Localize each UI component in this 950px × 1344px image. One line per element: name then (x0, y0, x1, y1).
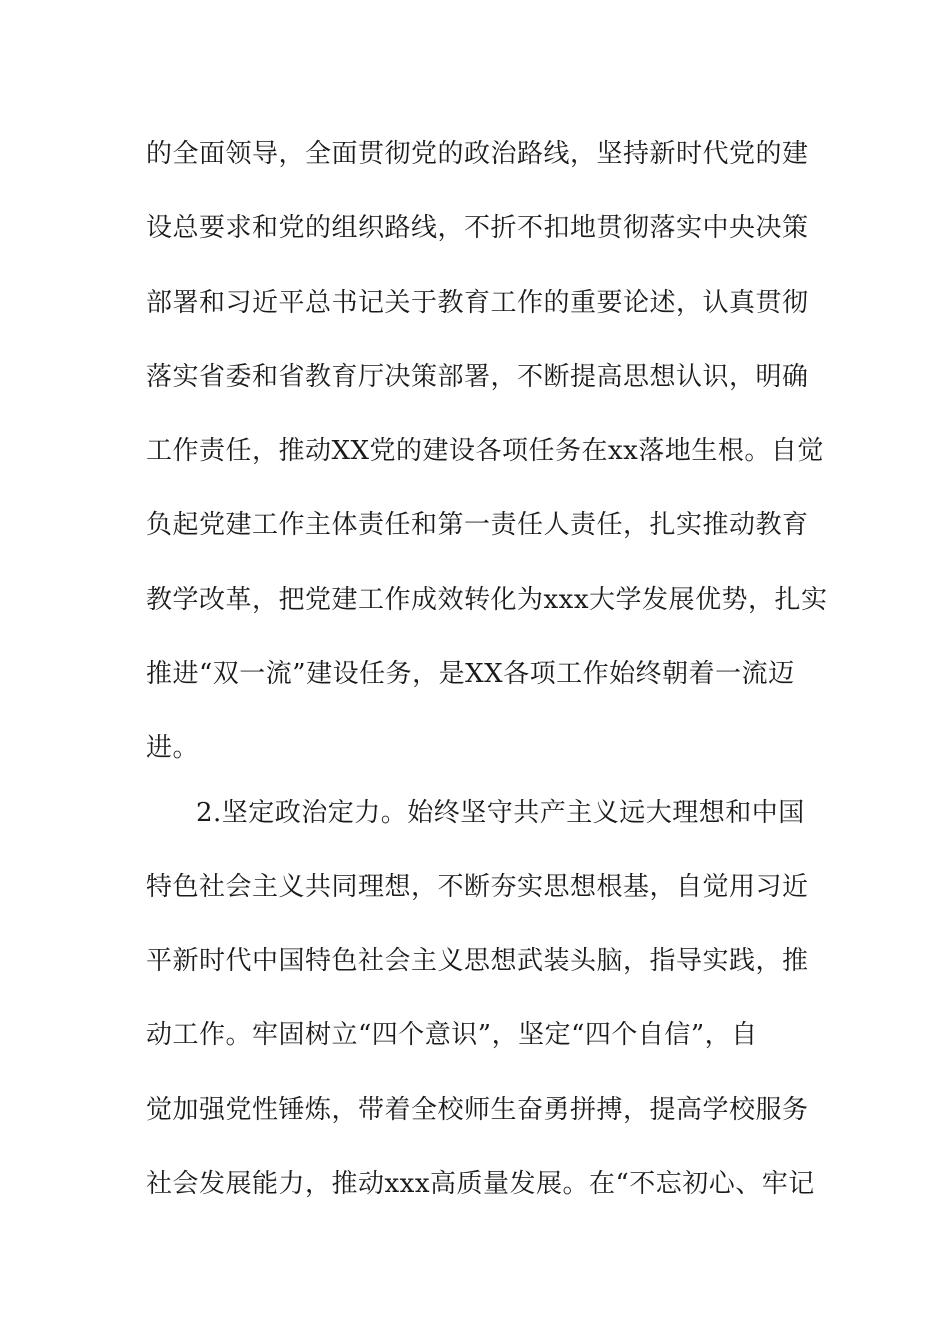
text-line-13: 动工作。牢固树立“四个意识”，坚定“四个自信”，自 (146, 1020, 758, 1050)
text-line-12: 平新时代中国特色社会主义思想武装头脑，指导实践，推 (146, 946, 809, 976)
text-line-4: 落实省委和省教育厅决策部署，不断提高思想认识，明确 (146, 362, 809, 392)
text-line-7: 教学改革，把党建工作成效转化为xxx大学发展优势，扎实 (146, 585, 828, 615)
text-line-9: 进。 (146, 733, 200, 763)
text-line-8: 推进“双一流”建设任务，是XX各项工作始终朝着一流迈 (146, 659, 795, 689)
text-line-1: 的全面领导，全面贯彻党的政治路线，坚持新时代党的建 (146, 139, 809, 169)
text-line-3: 部署和习近平总书记关于教育工作的重要论述，认真贯彻 (146, 288, 809, 318)
paragraph-heading-line: 2.坚定政治定力。始终坚守共产主义远大理想和中国 (196, 798, 805, 828)
text-line-15: 社会发展能力，推动xxx高质量发展。在“不忘初心、牢记 (146, 1169, 815, 1199)
text-line-5: 工作责任，推动XX党的建设各项任务在xx落地生根。自觉 (146, 436, 824, 466)
text-line-11: 特色社会主义共同理想，不断夯实思想根基，自觉用习近 (146, 872, 809, 902)
text-line-6: 负起党建工作主体责任和第一责任人责任，扎实推动教育 (146, 510, 809, 540)
text-line-2: 设总要求和党的组织路线，不折不扣地贯彻落实中央决策 (146, 213, 809, 243)
text-line-14: 觉加强党性锤炼，带着全校师生奋勇拼搏，提高学校服务 (146, 1095, 809, 1125)
